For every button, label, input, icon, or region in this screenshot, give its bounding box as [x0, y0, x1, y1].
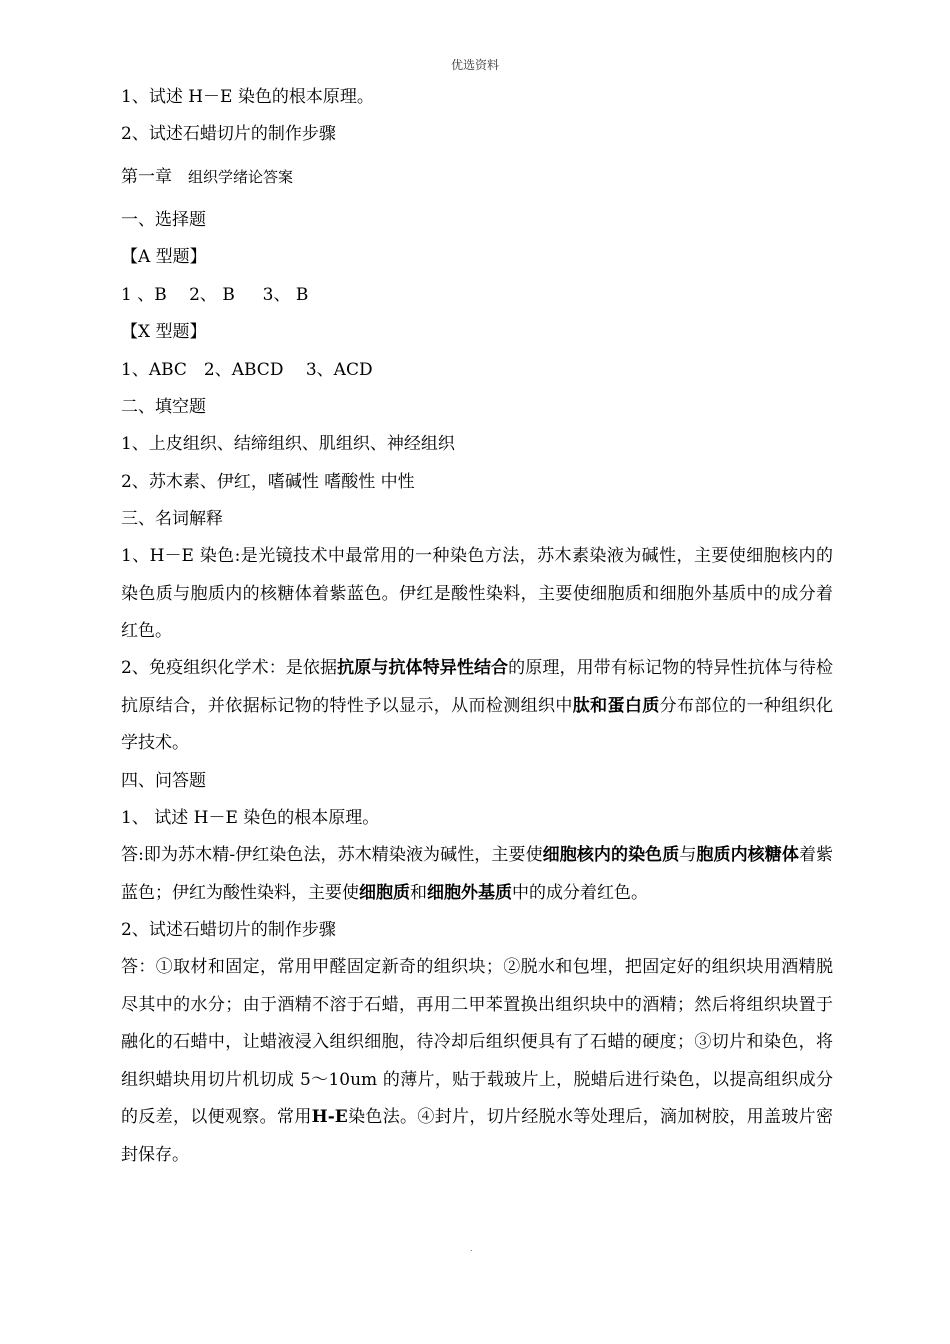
fill-answer-1: 1、上皮组织、结缔组织、肌组织、神经组织 — [121, 434, 455, 454]
answer-text: 和 — [410, 882, 427, 903]
answer-bold: H-E — [311, 1107, 348, 1127]
answer-text: 中的成分着红色。 — [512, 882, 648, 903]
a-type-answers: 1 、B 2、 B 3、 B — [121, 285, 309, 305]
answer-text: 着紫蓝色；伊红为酸性染料，主要使 — [121, 845, 834, 903]
answer-bold: 细胞外基质 — [427, 882, 512, 903]
chapter-heading — [121, 166, 293, 188]
answer-bold: 胞质内核糖体 — [696, 845, 799, 865]
term2-bold: 抗原与抗体特异性结合 — [337, 658, 509, 678]
section-qa-title: 四、问答题 — [121, 771, 206, 791]
answer-text: 答：①取材和固定，常用甲醛固定新奇的组织块；②脱水和包埋，把固定好的组织块用酒精脱尽其中的水分；由于酒精不溶于石蜡，再用二甲苯置换出组织块中的酒精；然后将组织块置于融化的石蜡中，让蜡液浸入组织细胞，待冷却后组织便具有了石蜡的硬度；③切片和染色，将组织蜡块用切片机切成 5～10um 的薄片，贴于载玻片上，脱蜡后进行染色，以提高组织成分的反差，以便观察。常用 — [121, 957, 833, 1127]
qa-answer-2 — [121, 949, 833, 1174]
x-type-label: 【X 型题】 — [121, 322, 207, 342]
page-header: 优选资料 — [450, 58, 499, 72]
review-question-1: 1、试述 H－E 染色的根本原理。 — [121, 87, 374, 107]
answer-text: 与 — [679, 845, 697, 865]
term2-bold: 肽和蛋白质 — [572, 695, 660, 716]
qa-question-2: 2、试述石蜡切片的制作步骤 — [121, 920, 336, 940]
qa-answer-1 — [121, 837, 833, 912]
section-terms-title: 三、名词解释 — [121, 509, 223, 529]
term2-text: 的原理，用带有标记物的特异性抗体与待检抗原结合，并依据标记物的特性予以显示，从而检测组织中 — [121, 658, 834, 716]
review-question-2: 2、试述石蜡切片的制作步骤 — [121, 124, 336, 144]
x-type-answers: 1、ABC 2、ABCD 3、ACD — [121, 360, 373, 380]
chapter-title: 组织学绪论答案 — [188, 168, 294, 186]
fill-answer-2: 2、苏木素、伊红，嗜碱性 嗜酸性 中性 — [121, 472, 415, 492]
term2-text: 分布部位的一种组织化学技术。 — [121, 695, 833, 753]
section-choice-title: 一、选择题 — [121, 210, 206, 230]
a-type-label: 【A 型题】 — [121, 247, 207, 267]
answer-bold: 细胞质 — [359, 882, 410, 903]
answer-text: 染色法。④封片，切片经脱水等处理后，滴加树胶，用盖玻片密封保存。 — [121, 1107, 834, 1165]
term2-text: 2、免疫组织化学术：是依据 — [121, 658, 338, 678]
answer-bold: 细胞核内的染色质 — [542, 845, 680, 865]
term-immunohistochemistry — [121, 650, 833, 763]
term-he-staining: 1、H－E 染色:是光镜技术中最常用的一种染色方法，苏木素染液为碱性，主要使细胞核内的染色质与胞质内的核糖体着紫蓝色。伊红是酸性染料，主要使细胞质和细胞外基质中的成分着红色。 — [121, 546, 833, 641]
section-fill-title: 二、填空题 — [121, 397, 206, 417]
answer-text: 答:即为苏木精-伊红染色法，苏木精染液为碱性，主要使 — [121, 845, 543, 865]
chapter-label: 第一章 — [121, 167, 172, 187]
qa-question-1: 1、 试述 H－E 染色的根本原理。 — [121, 808, 380, 828]
page-footer-mark: . — [470, 1244, 473, 1253]
